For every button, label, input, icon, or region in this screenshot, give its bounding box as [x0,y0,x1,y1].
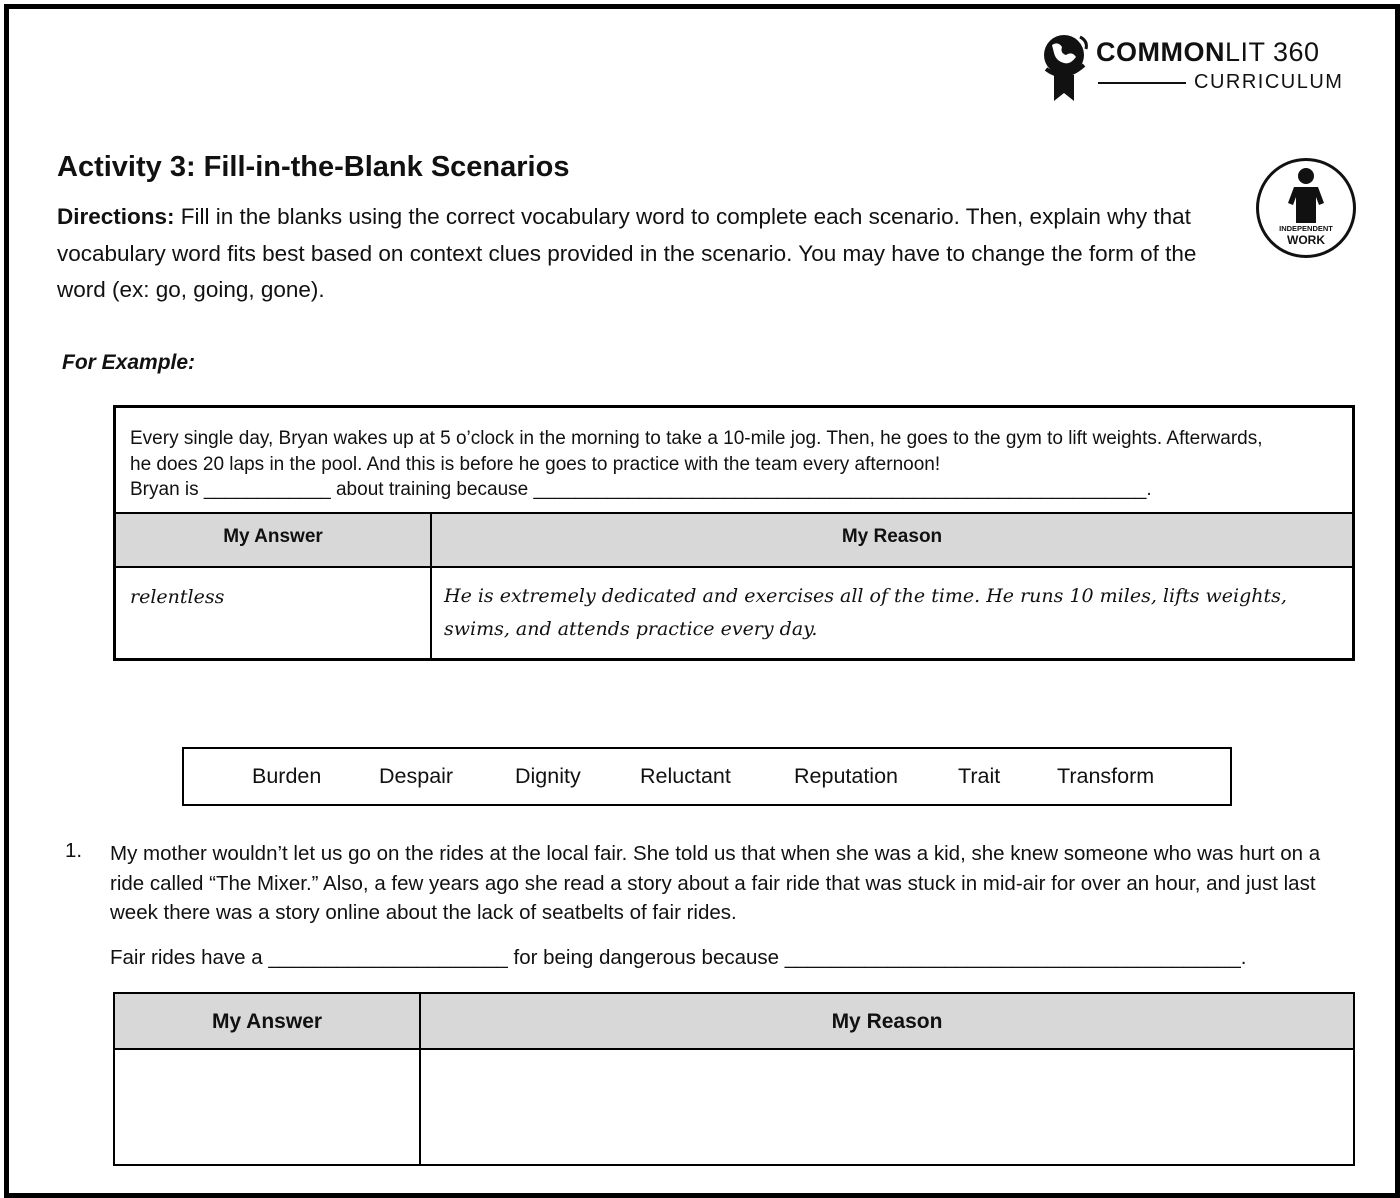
badge-label-top: INDEPENDENT [1279,224,1333,233]
answer-input-cell[interactable] [115,1050,419,1162]
person-icon [1286,167,1326,225]
directions [57,199,1207,309]
reason-header: My Reason [841,526,943,547]
answer-table [113,992,1355,1166]
answer-header: My Answer [211,1010,323,1033]
word-bank-item: Burden [252,764,322,788]
answer-header: My Answer [223,526,323,547]
directions-label: Directions: [57,204,175,229]
activity-title: Activity 3: Fill-in-the-Blank Scenarios [57,151,570,183]
scenario-fill-line: Bryan is ____________ about training because __________________________________________________________. [130,479,1152,500]
word-bank-item: Transform [1057,764,1155,788]
word-bank-item: Despair [379,764,454,788]
question-text: My mother wouldn’t let us go on the rides at the local fair. She told us that when she was a kid, she knew someone who was hurt on a ride called “The Mixer.” Also, a few years ago she read a story about a fair ride that was stuck in mid-air for over an hour, and just last week there was a story online about the lack of seatbelts of fair rides. [110,842,1321,924]
question-fill-line: Fair rides have a _____________________ for being dangerous because ________________________________________. [110,946,1247,969]
logo-wordmark: COMMONLIT 360 [1096,37,1320,67]
worksheet-page [4,4,1400,1198]
independent-work-badge [1256,158,1356,258]
example-table [113,405,1355,661]
scenario-line: he does 20 laps in the pool. And this is before he goes to practice with the team every afternoon! [130,453,941,475]
scenario-line: Every single day, Bryan wakes up at 5 o’clock in the morning to take a 10-mile jog. Then, he goes to the gym to lift weights. Afterwards, [130,428,1263,449]
reason-header: My Reason [831,1010,943,1033]
word-bank-item: Reputation [794,764,898,788]
example-label: For Example: [62,351,196,374]
logo-subtitle: CURRICULUM [1194,71,1344,93]
word-bank-item: Reluctant [640,764,731,788]
word-bank-item: Trait [958,764,1001,788]
example-reason: He is extremely dedicated and exercises all of the time. He runs 10 miles, lifts weights, swims, and attends practice every day. [444,585,1287,640]
globe-ribbon-icon [1036,31,1094,103]
reason-input-cell[interactable] [421,1050,1353,1162]
question-number: 1. [65,839,83,862]
badge-label-bottom: WORK [1287,233,1325,247]
example-answer: relentless [130,586,225,608]
commonlit-logo [1036,31,1356,103]
example-scenario [130,426,1340,503]
directions-text: Fill in the blanks using the correct vocabulary word to complete each scenario. Then, explain why that vocabulary word fits best based on context clues provided in the scenario. You may have to change the form of the word (ex: go, going, gone). [57,204,1197,302]
word-bank [182,747,1232,806]
logo-divider [1098,82,1186,84]
word-bank-item: Dignity [515,764,581,788]
